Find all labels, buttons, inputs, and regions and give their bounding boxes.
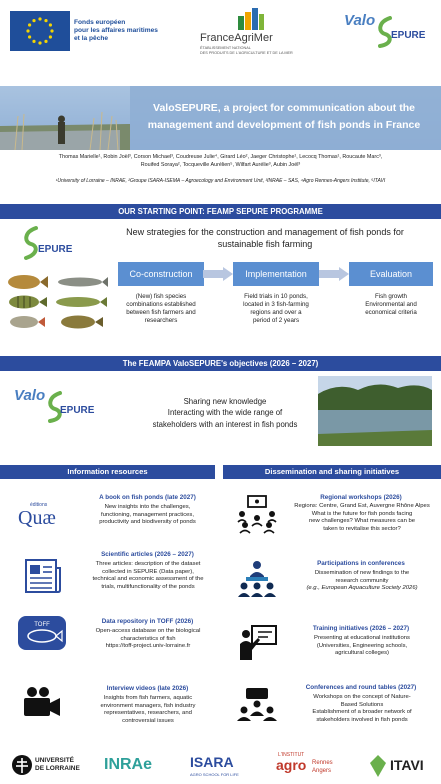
toff-url[interactable]: https://toff-project.univ-lorraine.fr (105, 643, 191, 650)
itavi-logo-text: ITAVI (390, 757, 424, 773)
workshop-icon (236, 494, 278, 534)
franceagrimer-sub-line: ÉTABLISSEMENT NATIONAL (200, 46, 251, 50)
step-desc-line: combinations established (126, 301, 196, 309)
info-body-line: Insights from fish farmers, aquatic (103, 695, 193, 701)
diss-title-workshops: Regional workshops (2026) (320, 494, 402, 501)
diss-body-line: What is the future for fish ponds facing (311, 510, 413, 517)
sturgeon-icon (58, 277, 108, 287)
diss-title-training: Training initiatives (2026 – 2027) (312, 625, 410, 632)
video-camera-icon (22, 686, 62, 720)
eu-text-line: Fonds européen (74, 19, 126, 27)
step-desc-line: period of 2 years (252, 317, 300, 325)
info-body-line: productivity and biodiversity of ponds (99, 519, 196, 526)
step-desc-line: Fish growth (375, 293, 407, 300)
institut-agro-line: Angers (312, 767, 332, 774)
banner-title-line: management and development of fish ponds in France (147, 119, 421, 132)
institut-agro-line: L'INSTITUT (278, 752, 305, 758)
step-desc-line: regions and over a (250, 309, 302, 317)
info-body-line: New insights into the challenges, (104, 504, 191, 510)
info-body-line: Three articles: description of the dataset (95, 561, 201, 567)
fish-species-illustration (4, 272, 108, 334)
step-co-construction: Co-construction (118, 262, 204, 286)
step-evaluation: Evaluation (349, 262, 433, 286)
info-body-line: environment managers, fish industry (100, 702, 196, 709)
itavi-logo (370, 752, 436, 780)
itavi-leaf-icon (370, 755, 386, 777)
affiliations: ¹University of Lorraine – INRAE, ²Groupe ISARA-ISEMA – Agroecology and Environment Unit, ³INRAE – SAS, ⁴Agro Rennes-Angers Institute, ⁵ITAVI (55, 178, 386, 184)
info-body-line: trials, multifunctionality of the ponds (101, 583, 195, 590)
info-body-line: functioning, management practices, (101, 511, 194, 518)
toff-logo (18, 616, 66, 650)
conference-icon (236, 560, 278, 598)
info-title-toff: Data repository in TOFF (2026) (101, 618, 194, 625)
teacher-icon (238, 624, 278, 660)
title-banner (0, 86, 441, 150)
lorraine-line: UNIVERSITÉ (35, 757, 75, 764)
sepure-logo (22, 224, 82, 264)
diss-body-line: (e.g., European Aquaculture Society 2026) (306, 585, 418, 592)
round-table-icon (236, 686, 278, 722)
lorraine-university-logo (12, 752, 92, 778)
roach-icon (10, 316, 45, 328)
diss-body-line: Dissemination of new findings to the (314, 570, 410, 576)
sepure-logo-text: EPURE (60, 405, 95, 416)
starting-point-bar: OUR STARTING POINT: FEAMP SEPURE PROGRAMME (0, 204, 441, 219)
step-desc-line: located in 3 fish-farming (243, 301, 309, 309)
tench-icon (61, 316, 103, 329)
diss-body-line: new challenges? What measures can be (308, 518, 416, 525)
step-desc-line: between fish farmers and (126, 309, 196, 317)
step-desc-line: Field trials in 10 ponds, (244, 293, 308, 300)
info-body-line: controversial issues (122, 717, 174, 724)
authors-line: Thomas Marielle¹, Robin Joël³, Corson Michael³, Coudreuse Julie⁴, Girard Léo², Jaeger Christophe¹, Lecocq Thomas¹, Roucaute Marc³, (58, 154, 383, 160)
pond-photo (318, 376, 432, 446)
diss-title-round-tables: Conferences and round tables (2027) (305, 684, 417, 691)
franceagrimer-name: FranceAgriMer (200, 32, 273, 44)
eu-text-line: pour les affaires maritimes (74, 27, 158, 35)
info-body-line: collected in SEPURE (Data paper), (102, 568, 194, 575)
franceagrimer-logo (200, 8, 320, 56)
dissemination-header: Dissemination and sharing initiatives (223, 465, 441, 479)
diss-body-line: Workshops on the concept of Nature- (313, 694, 411, 700)
banner-title-line: ValoSEPURE, a project for communication about the (153, 102, 415, 114)
diss-body-line: stakeholders involved in fish ponds (316, 716, 408, 723)
information-header: Information resources (0, 465, 215, 479)
sepure-logo-text: EPURE (391, 30, 426, 41)
authors-line: Rouifed Soraya², Tocqueville Aurélien⁵, Wilfart Aurélie³, Aubin Joël³ (140, 161, 301, 168)
diss-body-line: taken to revitalise this sector? (323, 525, 401, 532)
institut-agro-logo (276, 752, 356, 782)
strategy-line: sustainable fish farming (217, 239, 313, 250)
institut-agro-name: agro (276, 757, 307, 773)
arrow-right-icon (319, 267, 349, 281)
diss-body-line: Regions: Centre, Grand Est, Auvergne Rhône Alpes (294, 503, 430, 509)
valosepure-logo (340, 8, 432, 50)
strategy-line: New strategies for the construction and management of fish ponds for (126, 227, 404, 237)
step-desc-line: economical criteria (365, 309, 417, 317)
valo-logo-text: Valo (344, 12, 376, 29)
quae-logo-text: Quæ (18, 507, 56, 529)
objective-line: stakeholders with an interest in fish ponds (152, 419, 298, 429)
step-desc-line: Environmental and (365, 301, 417, 309)
diss-body-line: Presenting at educational institutions (314, 635, 410, 641)
eu-text-line: et la pêche (74, 34, 109, 42)
diss-body-line: agricultural colleges) (334, 650, 390, 657)
step-implementation: Implementation (233, 262, 319, 286)
step-desc-line: (New) fish species (135, 293, 187, 300)
diss-body-line: Establishment of a broader network of (312, 709, 412, 716)
diss-body-line: research community (335, 577, 389, 584)
sepure-logo-text: EPURE (38, 244, 73, 255)
diss-body-line: Based Solutions (340, 701, 384, 708)
diss-body-line: (Universities, Engineering schools, (316, 642, 408, 649)
carp-icon (8, 275, 48, 289)
institut-agro-line: Rennes (312, 760, 333, 766)
isara-logo-sub: AGRO SCHOOL FOR LIFE (190, 772, 239, 777)
quae-logo-sub: éditions (30, 502, 48, 508)
diss-title-conferences: Participations in conferences (317, 560, 405, 567)
valo-logo-text: Valo (14, 387, 46, 404)
info-title-book: A book on fish ponds (late 2027) (99, 494, 196, 501)
arrow-right-icon (203, 267, 233, 281)
objective-line: Interacting with the wide range of (167, 408, 283, 418)
pike-icon (56, 297, 107, 307)
toff-logo-text: TOFF (34, 622, 50, 628)
perch-icon (9, 296, 47, 309)
valosepure-logo (14, 385, 104, 427)
isara-logo (190, 752, 260, 780)
info-body-line: characteristics of fish (120, 635, 176, 642)
info-body-line: representatives, researchers, and (104, 710, 192, 717)
isara-logo-text: ISARA (190, 754, 234, 770)
objectives-bar: The FEAMPA ValoSEPURE's objectives (2026 – 2027) (0, 356, 441, 371)
franceagrimer-sub-line: DES PRODUITS DE L'AGRICULTURE ET DE LA MER (200, 50, 293, 55)
objective-line: Sharing new knowledge (183, 397, 267, 406)
quae-logo (18, 502, 66, 532)
info-title-articles: Scientific articles (2026 – 2027) (101, 551, 194, 558)
step-desc-line: researchers (144, 317, 178, 325)
lorraine-line: DE LORRAINE (35, 765, 80, 773)
info-body-line: technical and economic assessment of the (92, 576, 204, 583)
inrae-logo: INRAe (104, 756, 153, 773)
franceagrimer-mark-icon (238, 8, 264, 30)
eu-flag-icon (10, 11, 70, 51)
lorraine-cross-icon (12, 754, 32, 776)
eu-fund-logo (10, 6, 182, 56)
info-title-videos: Interview videos (late 2026) (106, 685, 189, 692)
newspaper-icon (22, 556, 62, 596)
info-body-line: Open-access database on the biological (95, 628, 201, 634)
